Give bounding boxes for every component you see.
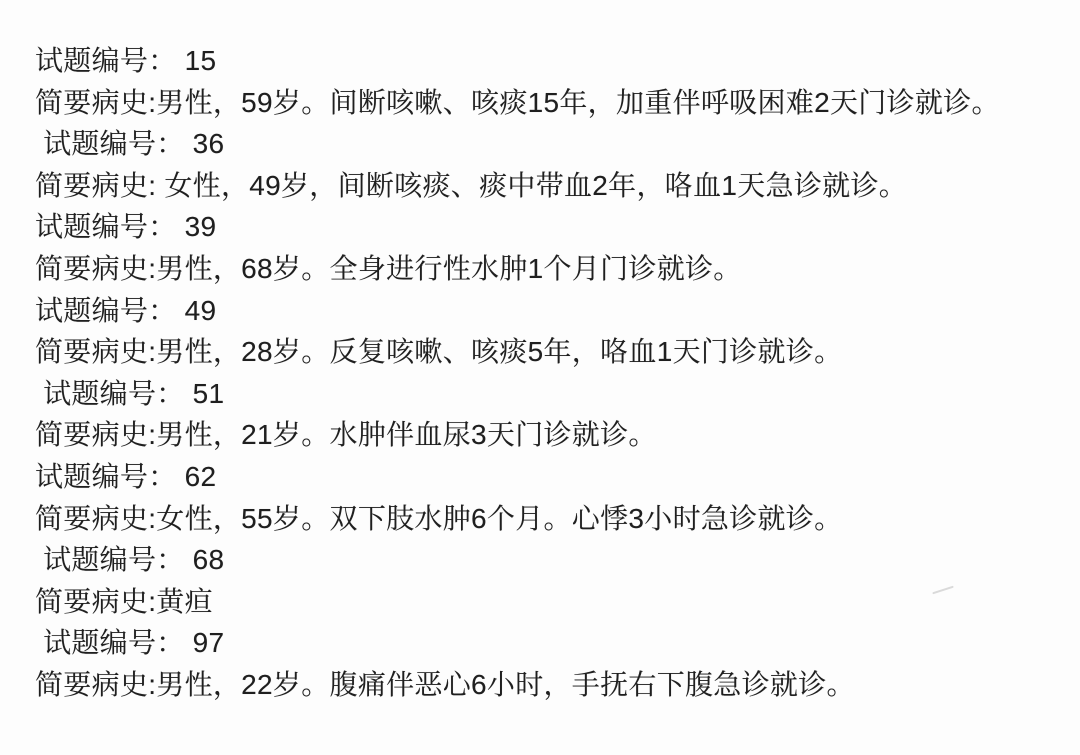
question-number-line: 试题编号： 49 <box>35 294 217 326</box>
question-number-line: 试题编号： 36 <box>35 128 225 160</box>
history-line: 简要病史:男性，21岁。水肿伴血尿3天门诊就诊。 <box>35 419 657 451</box>
question-number-line: 试题编号： 62 <box>35 460 217 492</box>
history-line: 简要病史:黄疸 <box>35 585 213 617</box>
question-number-line: 试题编号： 68 <box>35 544 225 576</box>
history-line: 简要病史:男性，59岁。间断咳嗽、咳痰15年，加重伴呼吸困难2天门诊就诊。 <box>35 86 1000 118</box>
question-list <box>35 40 1000 706</box>
question-number-line: 试题编号： 15 <box>35 45 217 76</box>
question-number-line: 试题编号： 97 <box>35 627 225 659</box>
history-line: 简要病史:女性，55岁。双下肢水肿6个月。心悸3小时急诊就诊。 <box>35 502 843 534</box>
question-number-line: 试题编号： 51 <box>35 377 225 409</box>
history-line: 简要病史: 女性，49岁，间断咳痰、痰中带血2年，咯血1天急诊就诊。 <box>35 169 908 201</box>
question-number-line: 试题编号： 39 <box>35 211 217 243</box>
history-line: 简要病史:男性，68岁。全身进行性水肿1个月门诊就诊。 <box>35 252 742 284</box>
history-line: 简要病史:男性，28岁。反复咳嗽、咳痰5年，咯血1天门诊就诊。 <box>35 336 843 368</box>
history-line: 简要病史:男性，22岁。腹痛伴恶心6小时，手抚右下腹急诊就诊。 <box>35 668 855 700</box>
